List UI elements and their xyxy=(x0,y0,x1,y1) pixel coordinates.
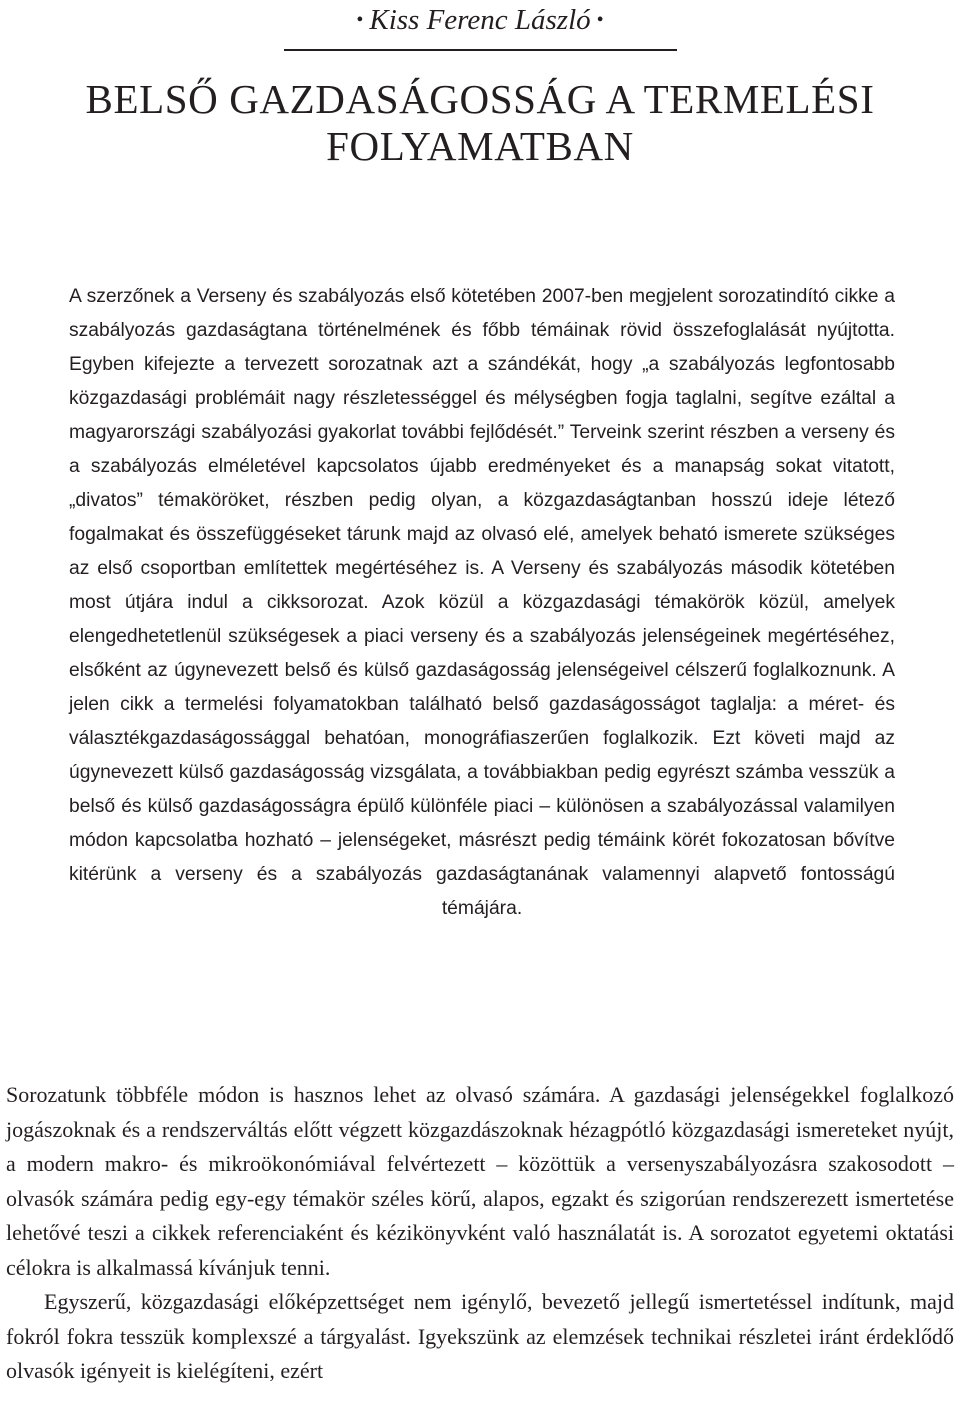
body-paragraph-1: Sorozatunk többféle módon is hasznos lehet az olvasó számára. A gazdasági jelenségekkel foglalkozó jogászoknak és a rendszerváltás előtt végzett közgazdászoknak hézagpótló közgazdasági ismereteket nyújt, a modern makro- és mikroökonómiával felvértezett – közöttük a versenyszabályozásra szakosodott – olvasók számára pedig egy-egy témakör széles körű, alapos, egzakt és szigorúan rendszerezett ismertetése lehetővé teszi a cikkek referenciaként és kézikönyvként való használatát is. A sorozatot egyetemi oktatási célokra is alkalmassá kívánjuk tenni. xyxy=(6,1082,954,1280)
article-title: BELSŐ GAZDASÁGOSSÁG A TERMELÉSI FOLYAMATBAN xyxy=(85,76,875,169)
author-underline xyxy=(284,49,677,51)
author-name: Kiss Ferenc László xyxy=(369,4,591,36)
bullet-icon-right: • xyxy=(596,9,604,31)
article-body xyxy=(6,1078,954,1389)
body-paragraph-2: Egyszerű, közgazdasági előképzettséget nem igénylő, bevezető jellegű ismertetéssel indítunk, majd fokról fokra tesszük komplexszé a tárgyalást. Igyekszünk az elemzések technikai részletei iránt érdeklődő olvasók igényeit is kielégíteni, ezért xyxy=(6,1289,954,1383)
bullet-icon-left: • xyxy=(356,9,364,31)
author-line xyxy=(0,2,960,38)
article-abstract: A szerzőnek a Verseny és szabályozás első kötetében 2007-ben megjelent sorozatindító cikke a szabályozás gazdaságtana történelmének és főbb témáinak rövid összefoglalását nyújtotta. Egyben kifejezte a tervezett sorozatnak azt a szándékát, hogy „a szabályozás legfontosabb közgazdasági problémáit nagy részletességgel és mélységben fogja taglalni, segítve ezáltal a magyarországi szabályozási gyakorlat további fejlődését.” Terveink szerint részben a verseny és a szabályozás elméletével kapcsolatos újabb eredményeket és a manapság sokat vitatott, „divatos” témaköröket, részben pedig olyan, a közgazdaságtanban hosszú ideje létező fogalmakat és összefüggéseket tárunk majd az olvasó elé, amelyek beható ismerete szükséges az első csoportban említettek megértéséhez is. A Verseny és szabályozás második kötetében most útjára indul a cikksorozat. Azok közül a közgazdasági témakörök közül, amelyek elengedhetetlenül szükségesek a piaci verseny és a szabályozás jelenségeinek megértéséhez, elsőként az úgynevezett belső és külső gazdaságosság jelenségeivel célszerű foglalkoznunk. A jelen cikk a termelési folyamatokban található belső gazdaságosságot taglalja: a méret- és választékgazdaságossággal behatóan, monográfiaszerűen foglalkozik. Ezt követi majd az úgynevezett külső gazdaságosság vizsgálata, a továbbiakban pedig egyrészt számba vesszük a belső és külső gazdaságosságra épülő különféle piaci – különösen a szabályozással valamilyen módon kapcsolatba hozható – jelenségeket, másrészt pedig témáink körét fokozatosan bővítve kitérünk a verseny és a szabályozás gazdaságtanának valamennyi alapvető fontosságú témájára. xyxy=(69,286,895,919)
